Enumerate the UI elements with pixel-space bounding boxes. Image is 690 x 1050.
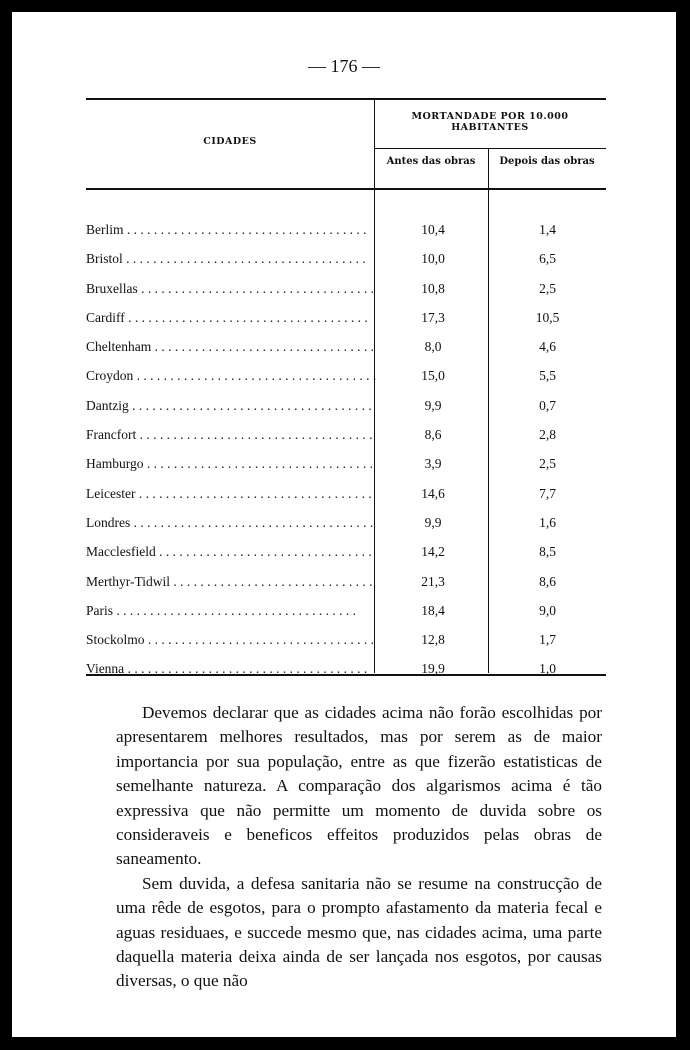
group-header-rule — [374, 148, 606, 149]
value-after: 8,6 — [539, 573, 556, 589]
city-name: Bruxellas . . . — [86, 281, 376, 297]
value-after: 2,5 — [539, 280, 556, 296]
value-after: 9,0 — [539, 602, 556, 618]
body-text — [116, 701, 602, 994]
value-after: 4,6 — [539, 339, 556, 355]
value-after: 10,5 — [535, 309, 560, 325]
table-row — [86, 368, 606, 397]
table-row — [86, 603, 606, 632]
col-header-group: MORTANDADE POR 10.000 HABITANTES — [411, 111, 569, 133]
city-name: Cheltenham . . . — [86, 339, 376, 355]
paragraph: Devemos declarar que as cidades acima não forão escolhidas por apresentarem melhores resultados, mas por serem as de maior importancia por sua população, entre as que fizerão estatisticas de semelhante natureza. A comparação dos algarismos acima é tão expressiva que não permitte um momento de duvida sobre os consideraveis e beneficos effeitos produzidos pelas obras de saneamento. — [116, 703, 602, 869]
city-name: Croydon . . . — [86, 368, 376, 384]
paragraph: Sem duvida, a defesa sanitaria não se resume na construcção de uma rêde de esgotos, para o prompto afastamento da materia fecal e aguas residuaes, e succede mesmo que, nas cidades acima, uma parte daquella materia deixa ainda de ser lançada nos esgotos, por causas diversas, o que não — [116, 873, 602, 991]
table-row — [86, 632, 606, 661]
city-name: Vienna . . . — [86, 661, 376, 677]
value-before: 17,3 — [421, 309, 445, 325]
table-row — [86, 281, 606, 310]
city-name: Stockolmo . . . — [86, 632, 376, 648]
value-after: 2,5 — [539, 456, 556, 472]
value-after: 1,4 — [539, 222, 556, 237]
book-page — [12, 12, 676, 1037]
city-name: Francfort . . . — [86, 427, 376, 443]
value-before: 10,8 — [421, 280, 445, 296]
value-before: 9,9 — [424, 514, 442, 530]
table-row — [86, 486, 606, 515]
city-name: Paris . . . — [86, 603, 376, 619]
value-after: 6,5 — [539, 251, 556, 267]
value-before: 12,8 — [421, 632, 445, 648]
table-row — [86, 310, 606, 339]
value-before: 10,0 — [421, 251, 445, 267]
value-before: 14,6 — [421, 485, 445, 501]
city-name: Merthyr-Tidwil . . . — [86, 574, 376, 590]
col-header-before: Antes das obras — [386, 156, 476, 167]
value-before: 21,3 — [421, 573, 445, 589]
city-name: Dantzig . . . — [86, 398, 376, 414]
col-header-after: Depois das obras — [499, 156, 595, 167]
value-before: 8,0 — [424, 339, 442, 355]
table-top-rule — [86, 98, 606, 100]
col-header-city: CIDADES — [203, 136, 257, 147]
page-number: — 176 — — [308, 56, 380, 76]
value-after: 2,8 — [539, 427, 556, 443]
city-name: Leicester . . . — [86, 486, 376, 502]
city-name: Hamburgo . . . — [86, 456, 376, 472]
value-before: 8,6 — [424, 427, 442, 443]
table-row — [86, 544, 606, 573]
city-name: Macclesfield . . . — [86, 544, 376, 560]
value-after: 0,7 — [539, 397, 556, 413]
table-row — [86, 398, 606, 427]
value-after: 1,7 — [539, 632, 556, 648]
value-before: 15,0 — [421, 368, 445, 384]
value-before: 19,9 — [421, 661, 445, 677]
city-name: Londres . . . — [86, 515, 376, 531]
table-row — [86, 515, 606, 544]
city-name: Berlim . . . — [86, 222, 376, 238]
table-row — [86, 427, 606, 456]
value-before: 18,4 — [421, 602, 445, 618]
value-before: 3,9 — [424, 456, 442, 472]
table-row — [86, 251, 606, 280]
table-row — [86, 456, 606, 485]
value-before: 9,9 — [424, 397, 442, 413]
value-after: 8,5 — [539, 544, 556, 560]
value-after: 5,5 — [539, 368, 556, 384]
table-body — [86, 222, 606, 691]
table-row — [86, 574, 606, 603]
city-name: Cardiff . . . — [86, 310, 376, 326]
city-name: Bristol . . . — [86, 251, 376, 267]
value-before: 14,2 — [421, 544, 445, 560]
value-after: 1,0 — [539, 661, 556, 677]
value-after: 1,6 — [539, 514, 556, 530]
header-bottom-rule — [86, 188, 606, 190]
value-after: 7,7 — [539, 485, 556, 501]
table-row — [86, 222, 606, 251]
table-row — [86, 339, 606, 368]
table-row — [86, 661, 606, 690]
value-before: 10,4 — [421, 222, 445, 237]
